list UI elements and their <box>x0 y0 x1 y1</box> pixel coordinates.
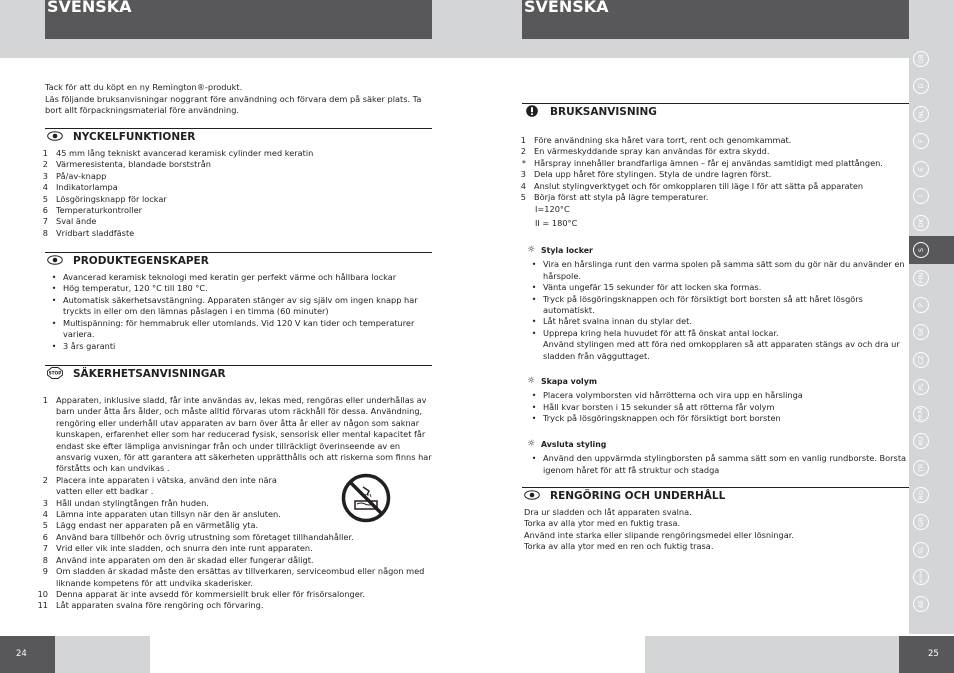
list-item: 4 Anslut stylingverktyget och för omkopplaren till läge I för att sätta på apparaten <box>520 180 864 191</box>
language-tab-i[interactable]: I <box>913 188 929 204</box>
list-item: 7 Sval ände <box>42 216 97 227</box>
list-item: 2 Placera inte apparaten i vätska, använd den inte nära vatten eller ett badkar . <box>42 474 277 497</box>
list-item: • Vänta ungefär 15 sekunder för att locken ska formas. <box>531 282 762 293</box>
language-tab-d[interactable]: D <box>913 78 929 94</box>
no-water-warning-icon <box>341 473 391 523</box>
language-tab-e[interactable]: E <box>913 161 929 177</box>
volume-heading: ☼ Skapa volym <box>526 376 597 386</box>
language-tab-nl[interactable]: NL <box>913 106 929 122</box>
info-icon <box>524 106 540 116</box>
key-features-heading: NYCKELFUNKTIONER <box>45 128 432 142</box>
list-item: Använd stylingen med att föra ned omkopplaren så att apparaten stängs av och dra ur sladden från vägguttaget. <box>543 339 900 361</box>
right-page-title: SVENSKA <box>522 0 909 39</box>
list-item: 4 Indikatorlampa <box>42 182 118 193</box>
list-item: 5 Lägg endast ner apparaten på en värmetålig yta. <box>42 520 259 531</box>
curls-section <box>525 245 909 362</box>
intro-line: Läs följande bruksanvisningar noggrant före användning och förvara dem på säker plats. Ta bort allt förpackningsmaterial före användning. <box>45 93 422 116</box>
eye-icon <box>47 255 63 265</box>
right-page-number-box <box>899 636 954 673</box>
list-item: 8 Vridbart sladdfäste <box>42 227 135 238</box>
sun-icon: ☼ <box>526 376 536 386</box>
product-features-list <box>45 272 430 353</box>
list-item: • Upprepa kring hela huvudet för att få önskat antal lockar. <box>531 327 779 338</box>
cleaning-line: Använd inte starka eller slipande rengöringsmedel eller lösningar. <box>524 529 794 540</box>
eye-icon <box>524 490 540 500</box>
key-features-list <box>36 148 432 239</box>
language-tab-pl[interactable]: PL <box>913 379 929 395</box>
list-item: • Placera volymborsten vid hårrötterna och vira upp en hårslinga <box>531 390 803 401</box>
cleaning-line: Dra ur sladden och låt apparaten svalna. <box>524 507 692 517</box>
list-item: • Tryck på lösgöringsknappen och för försiktigt bort borsten så att håret lösgörs automatiskt. <box>531 293 863 316</box>
list-item: 5 Börja först att styla på lägre temperaturer. <box>520 192 709 203</box>
cleaning-line: Torka av alla ytor med en ren och fuktig trasa. <box>524 541 714 552</box>
right-page-number: 25 <box>928 649 939 659</box>
left-page-number: 24 <box>16 649 27 659</box>
language-tab-cz[interactable]: CZ <box>913 352 929 368</box>
safety-heading: STOP SÄKERHETSANVISNINGAR <box>45 365 432 379</box>
language-tab-gb[interactable]: GB <box>913 51 929 67</box>
left-page-title: SVENSKA <box>45 0 432 39</box>
language-tab-sk[interactable]: SK <box>913 324 929 340</box>
cleaning-text <box>524 507 908 553</box>
left-page-number-box <box>0 636 55 673</box>
list-item: • Hög temperatur, 120 °C till 180 °C. <box>51 283 208 294</box>
cleaning-line: Torka av alla ytor med en fuktig trasa. <box>524 518 681 529</box>
list-item: 8 Använd inte apparaten om den är skadad eller fungerar dåligt. <box>42 554 314 565</box>
list-item: 11 Låt apparaten svalna före rengöring och förvaring. <box>37 600 264 611</box>
language-tab-hr-bih[interactable]: HR/BIH <box>913 569 929 585</box>
svg-text:STOP: STOP <box>48 371 62 377</box>
list-item: • Vira en hårslinga runt den varma spolen på samma sätt som du gör när du använder en hårspole. <box>531 259 905 281</box>
list-item: 6 Temperaturkontroller <box>42 205 143 216</box>
language-tab-tr[interactable]: TR <box>913 460 929 476</box>
list-item: 6 Använd bara tillbehör och övrig utrustning som företaget tillhandahåller. <box>42 531 354 542</box>
list-item: • Låt håret svalna innan du stylar det. <box>531 316 692 327</box>
list-item: • 3 års garanti <box>51 341 116 352</box>
language-tab-ae[interactable]: AE <box>913 596 929 612</box>
list-item: • Avancerad keramisk teknologi med keratin ger perfekt värme och hållbara lockar <box>51 272 397 282</box>
language-tab-hun[interactable]: HUN <box>913 406 929 422</box>
eye-icon <box>47 131 63 141</box>
temperature-setting: II = 180°C <box>535 217 578 228</box>
list-item: 4 Lämna inte apparaten utan tillsyn när den är ansluten. <box>42 509 281 520</box>
cleaning-heading: RENGÖRING OCH UNDERHÅLL <box>522 487 909 501</box>
list-item: 2 Värmeresistenta, blandade borststrån <box>42 159 211 170</box>
instructions-list <box>514 135 909 229</box>
list-item: • Använd den uppvärmda stylingborsten på samma sätt som en vanlig rundborste. Borsta igenom håret för att få struktur och stadga <box>531 453 907 475</box>
list-item: 5 Lösgöringsknapp för lockar <box>42 193 167 204</box>
temperature-setting: I=120°C <box>535 204 570 215</box>
list-item: 7 Vrid eller vik inte sladden, och snurra den inte runt apparaten. <box>42 543 313 554</box>
intro-text <box>45 82 430 117</box>
language-tab-f[interactable]: F <box>913 133 929 149</box>
language-tab-gr[interactable]: GR <box>913 514 929 530</box>
list-item: 3 Dela upp håret före stylingen. Styla de undre lagren först. <box>520 169 772 180</box>
list-item: 1 Före användning ska håret vara torrt, rent och genomkammat. <box>520 135 792 145</box>
list-item: 3 Håll undan stylingtången från huden. <box>42 497 209 508</box>
list-item: * Hårspray innehåller brandfarliga ämnen – får ej användas samtidigt med plattången. <box>521 157 883 168</box>
list-item: 2 En värmeskyddande spray kan användas för extra skydd. <box>520 146 770 157</box>
stop-icon <box>47 368 63 378</box>
finish-heading: ☼ Avsluta styling <box>526 439 607 449</box>
language-tab-fin[interactable]: FIN <box>913 270 929 286</box>
sun-icon: ☼ <box>526 245 536 255</box>
list-item: • Multispänning: för hemmabruk eller utomlands. Vid 120 V kan tider och temperaturer variera. <box>51 317 415 340</box>
volume-section <box>525 376 909 425</box>
list-item: 1 45 mm lång tekniskt avancerad keramisk cylinder med keratin <box>42 148 314 158</box>
list-item: 1 Apparaten, inklusive sladd, får inte användas av, lekas med, rengöras eller underhållas av barn under åtta års ålder, och måste alltid förvaras utom räckhåll för dessa. Användning, rengöring eller underhåll utav apparaten av barn över åtta år eller av någon som saknar kunskapen, erfarenhet eller som har reducerad fysisk, sensorisk eller mental kapacitet får endast ske efter lämpliga anvisningar från och under tillräckligt överinseende av en ansvarig vuxen, för att garantera att säkerheten upprätthålls och att riskerna som finns har förståtts och kan undvikas . <box>42 395 432 474</box>
language-tab-s[interactable]: S <box>913 242 929 258</box>
instructions-heading: BRUKSANVISNING <box>522 103 909 117</box>
language-tab-dk[interactable]: DK <box>913 215 929 231</box>
curls-heading: ☼ Styla locker <box>526 245 593 255</box>
list-item: • Automatisk säkerhetsavstängning. Apparaten stänger av sig själv om ingen knapp har tryckts in eller om den lämnas påslagen i en timma (60 minuter) <box>51 294 418 317</box>
list-item: • Tryck på lösgöringsknappen och för försiktigt bort borsten <box>531 413 781 424</box>
intro-line: Tack för att du köpt en ny Remington®-produkt. <box>45 82 243 92</box>
list-item: 10 Denna apparat är inte avsedd för kommersiellt bruk eller för frisörsalonger. <box>37 588 365 599</box>
language-tab-ro[interactable]: RO <box>913 487 929 503</box>
finish-section <box>525 439 909 476</box>
list-item: • Håll kvar borsten i 15 sekunder så att rötterna får volym <box>531 401 775 412</box>
product-features-heading: PRODUKTEGENSKAPER <box>45 252 432 266</box>
list-item: 9 Om sladden är skadad måste den ersättas av tillverkaren, serviceombud eller någon med liknande kompetens för att undvika skaderisker. <box>42 566 425 588</box>
language-tab-ru[interactable]: RU <box>913 433 929 449</box>
list-item: 3 På/av-knapp <box>42 170 107 181</box>
language-tab-sl[interactable]: SL <box>913 542 929 558</box>
language-tab-p[interactable]: P <box>913 297 929 313</box>
sun-icon: ☼ <box>526 439 536 449</box>
